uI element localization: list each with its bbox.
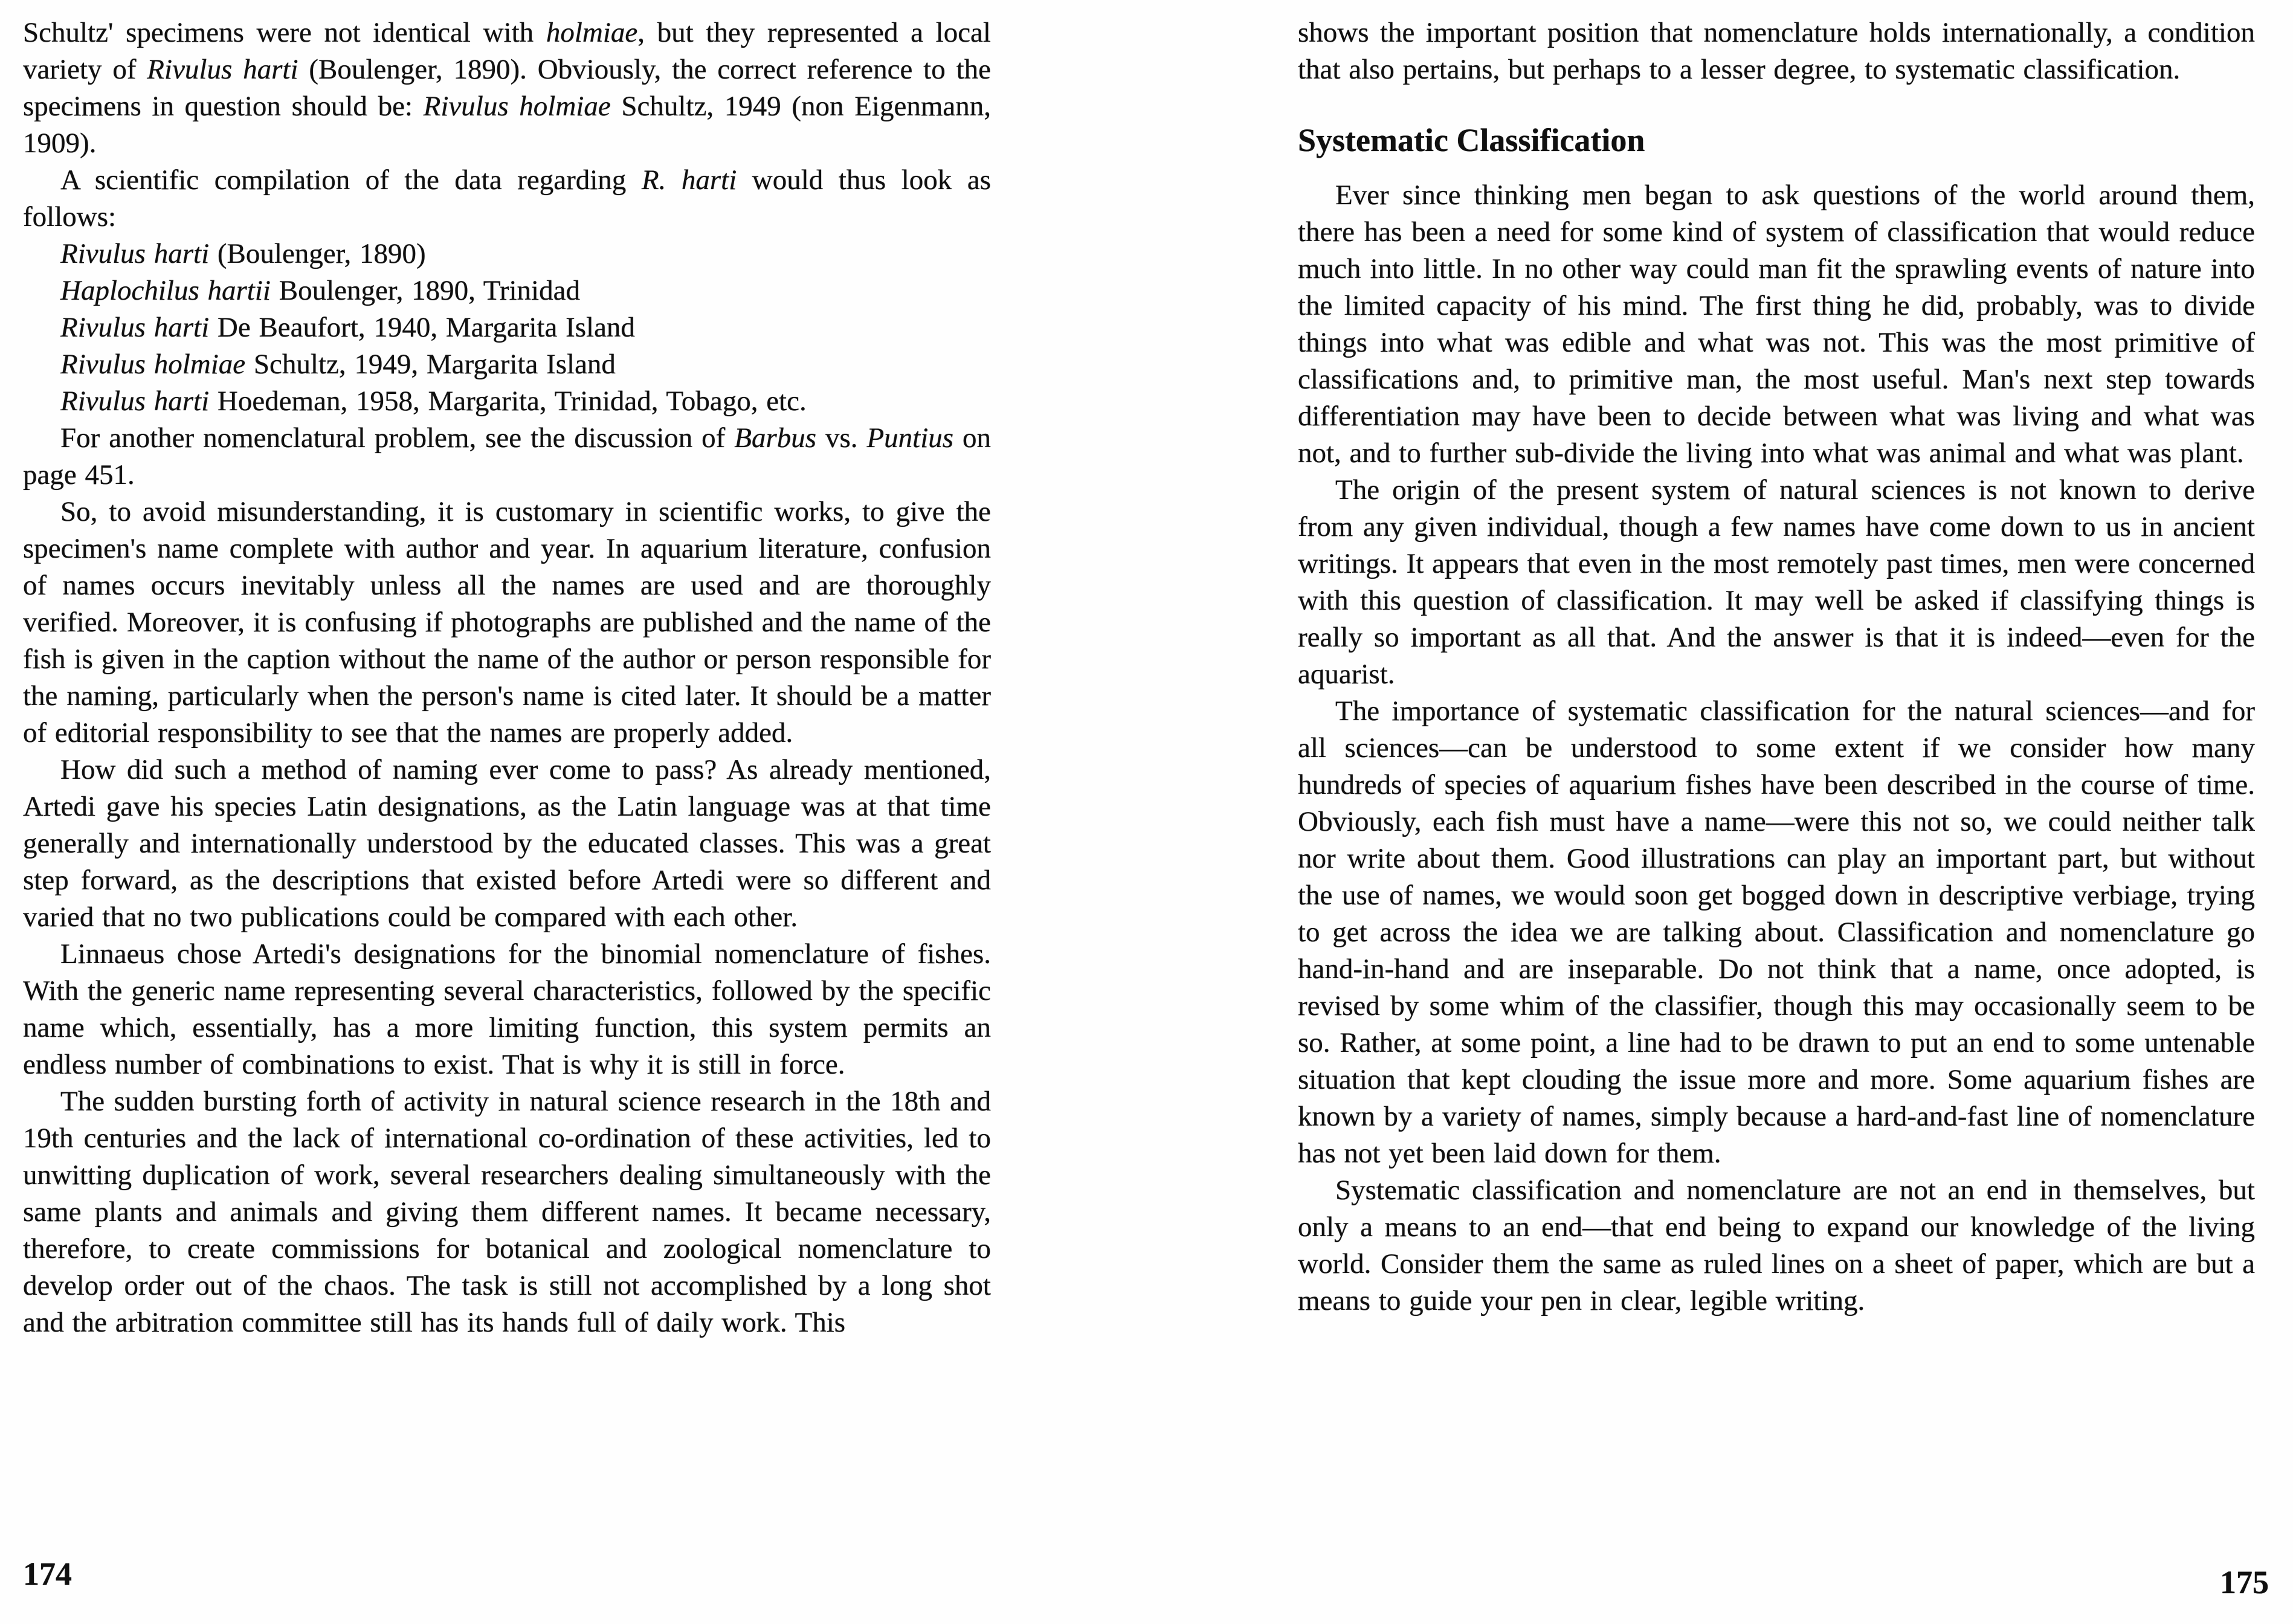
- italic-species-name: Barbus: [734, 422, 817, 454]
- page-left-174: [23, 14, 991, 1341]
- italic-species-name: Puntius: [866, 422, 954, 454]
- text-run: The origin of the present system of natural sciences is not known to derive from any given individual, though a few names have come down to us in ancient writings. It appears that even in the most remotely past times, men were concerned with this question of classification. It may well be asked if classifying things is really so important as all that. And the answer is that it is indeed—even for the aquarist.: [1298, 474, 2255, 690]
- text-run: Hoedeman, 1958, Margarita, Trinidad, Tobago, etc.: [209, 385, 807, 417]
- paragraph: [23, 162, 991, 236]
- italic-species-name: Rivulus holmiae: [60, 349, 246, 380]
- species-list-line: [23, 272, 991, 309]
- species-list-line: [23, 236, 991, 272]
- page-right-175: [1298, 14, 2255, 1320]
- text-run: Systematic Classification: [1298, 122, 1645, 158]
- italic-species-name: Rivulus harti: [60, 238, 210, 269]
- text-run: would thus look as follows:: [23, 164, 991, 233]
- text-run: Ever since thinking men began to ask questions of the world around them, there has been a need for some kind of system of classification that would reduce much into little. In no other way could man fit the sprawling events of nature into the limited capacity of his mind. The first thing he did, probably, was to divide things into what was edible and what was not. This was the most primitive of classifications and, to primitive man, the most useful. Man's next step towards differentiation may have been to decide between what was living and what was not, and to further sub-divide the living into what was animal and what was plant.: [1298, 179, 2255, 469]
- text-run: Linnaeus chose Artedi's designations for the binomial nomenclature of fishes. With the generic name representing several characteristics, followed by the specific name which, essentially, has a more limiting function, this system permits an endless number of combinations to exist. That is why it is still in force.: [23, 938, 991, 1080]
- species-list-line: [23, 309, 991, 346]
- italic-species-name: Haplochilus hartii: [60, 275, 271, 306]
- paragraph: [1298, 1172, 2255, 1320]
- paragraph: [23, 14, 991, 162]
- italic-species-name: Rivulus holmiae: [423, 91, 611, 122]
- text-run: (Boulenger, 1890). Obviously, the correct reference to the specimens in question should be:: [23, 54, 991, 122]
- text-run: So, to avoid misunderstanding, it is customary in scientific works, to give the specimen's name complete with author and year. In aquarium literature, confusion of names occurs inevitably unless all the names are used and are thoroughly verified. Moreover, it is confusing if photographs are published and the name of the fish is given in the caption without the name of the author or person responsible for the naming, particularly when the person's name is cited later. It should be a matter of editorial responsibility to see that the names are properly added.: [23, 496, 991, 749]
- text-run: A scientific compilation of the data regarding: [60, 164, 642, 196]
- paragraph: [23, 752, 991, 936]
- page-number-left: 174: [23, 1556, 72, 1592]
- paragraph: [23, 494, 991, 752]
- italic-species-name: Rivulus harti: [60, 385, 210, 417]
- species-list-line: [23, 346, 991, 383]
- text-run: For another nomenclatural problem, see the discussion of: [60, 422, 735, 454]
- text-run: Boulenger, 1890, Trinidad: [270, 275, 580, 306]
- italic-species-name: R. harti: [641, 164, 737, 196]
- text-run: De Beaufort, 1940, Margarita Island: [209, 312, 635, 343]
- text-run: Schultz, 1949, Margarita Island: [245, 349, 616, 380]
- text-run: shows the important position that nomenclature holds internationally, a condition that also pertains, but perhaps to a lesser degree, to systematic classification.: [1298, 17, 2255, 85]
- paragraph: [23, 1083, 991, 1341]
- page-number-right: 175: [2220, 1564, 2269, 1600]
- text-run: , but they represented a local variety of: [23, 17, 991, 85]
- text-run: Schultz' specimens were not identical with: [23, 17, 546, 48]
- page-right-text: [1298, 14, 2255, 1320]
- species-list-line: [23, 383, 991, 420]
- paragraph: [1298, 693, 2255, 1172]
- page-left-text: [23, 14, 991, 1341]
- italic-species-name: Rivulus harti: [60, 312, 210, 343]
- italic-species-name: Rivulus harti: [147, 54, 298, 85]
- italic-species-name: holmiae: [546, 17, 638, 48]
- paragraph: [23, 936, 991, 1083]
- paragraph: [23, 420, 991, 494]
- section-heading: [1298, 122, 2255, 159]
- paragraph: [1298, 177, 2255, 472]
- paragraph: [1298, 472, 2255, 693]
- text-run: Schultz, 1949 (non Eigenmann, 1909).: [23, 91, 991, 159]
- text-run: The importance of systematic classification for the natural sciences—and for all sciences—can be understood to some extent if we consider how many hundreds of species of aquarium fishes have been described in the course of time. Obviously, each fish must have a name—were this not so, we could neither talk nor write about them. Good illustrations can play an important part, but without the use of names, we would soon get bogged down in descriptive verbiage, trying to get across the idea we are talking about. Classification and nomenclature go hand-in-hand and are inseparable. Do not think that a name, once adopted, is revised by some whim of the classifier, though this may occasionally seem to be so. Rather, at some point, a line had to be drawn to put an end to some untenable situation that kept clouding the issue more and more. Some aquarium fishes are known by a variety of names, simply because a hard-and-fast line of nomenclature has not yet been laid down for them.: [1298, 695, 2255, 1169]
- text-run: vs.: [816, 422, 867, 454]
- text-run: (Boulenger, 1890): [209, 238, 426, 269]
- text-run: The sudden bursting forth of activity in natural science research in the 18th and 19th centuries and the lack of international co-ordination of these activities, led to unwitting duplication of work, several researchers dealing simultaneously with the same plants and animals and giving them different names. It became necessary, therefore, to create commissions for botanical and zoological nomenclature to develop order out of the chaos. The task is still not accomplished by a long shot and the arbitration committee still has its hands full of daily work. This: [23, 1086, 991, 1338]
- text-run: Systematic classification and nomenclature are not an end in themselves, but only a means to an end—that end being to expand our knowledge of the living world. Consider them the same as ruled lines on a sheet of paper, which are but a means to guide your pen in clear, legible writing.: [1298, 1174, 2255, 1316]
- text-run: on page 451.: [23, 422, 992, 491]
- text-run: How did such a method of naming ever come to pass? As already mentioned, Artedi gave his species Latin designations, as the Latin language was at that time generally and internationally understood by the educated classes. This was a great step forward, as the descriptions that existed before Artedi were so different and varied that no two publications could be compared with each other.: [23, 754, 991, 933]
- paragraph: [1298, 14, 2255, 88]
